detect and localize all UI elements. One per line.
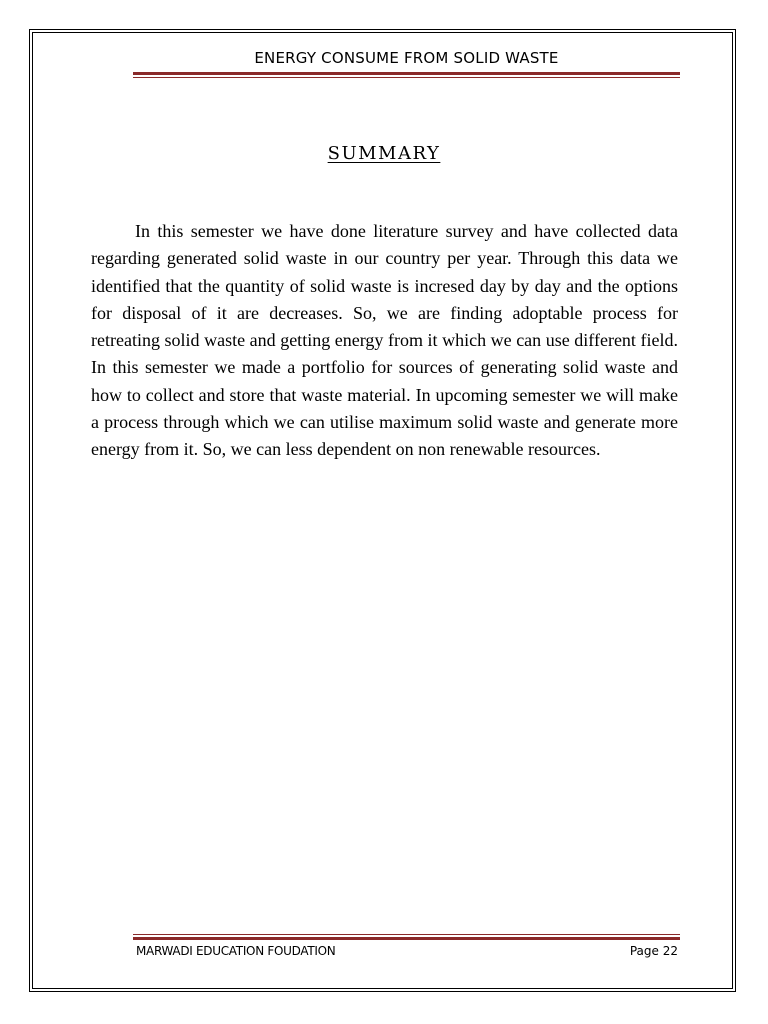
footer-organization: MARWADI EDUCATION FOUDATION: [136, 944, 336, 958]
footer-page-number: Page 22: [629, 944, 678, 958]
page-border-inner: [32, 32, 733, 989]
header-rule-thin: [133, 77, 680, 78]
footer-rule-thick: [133, 937, 680, 940]
summary-paragraph: In this semester we have done literature survey and have collected data regarding generated solid waste in our country per year. Through this data we identified that the quantity of solid waste is incresed day by day and the options for disposal of it are decreases. So, we are finding adoptable process for retreating solid waste and getting energy from it which we can use different field. In this semester we made a portfolio for sources of generating solid waste and how to collect and store that waste material. In upcoming semester we will make a process through which we can utilise maximum solid waste and generate more energy from it. So, we can less dependent on non renewable resources.: [91, 221, 678, 460]
footer-rule-thin: [133, 934, 680, 935]
section-heading: SUMMARY: [327, 143, 441, 164]
header-title: ENERGY CONSUME FROM SOLID WASTE: [254, 49, 559, 67]
header-rule-thick: [133, 72, 680, 75]
